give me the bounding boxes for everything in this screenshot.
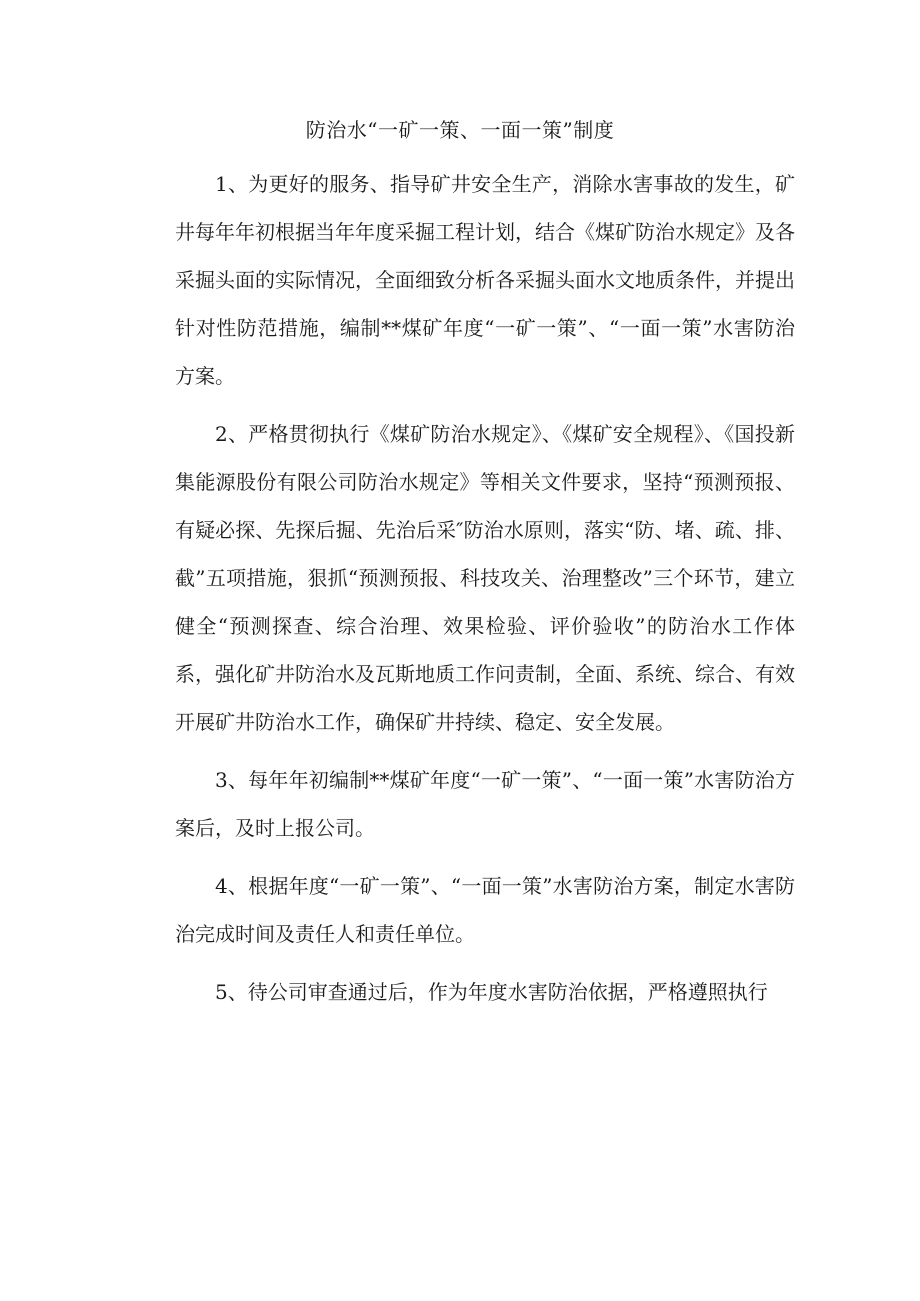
paragraph-4: 4、根据年度“一矿一策”、“一面一策”水害防治方案，制定水害防治完成时间及责任人和责任单位。 bbox=[175, 874, 795, 946]
paragraph-3: 3、每年年初编制**煤矿年度“一矿一策”、“一面一策”水害防治方案后，及时上报公司。 bbox=[175, 768, 795, 840]
paragraph-1: 1、为更好的服务、指导矿井安全生产，消除水害事故的发生，矿井每年年初根据当年年度采掘工程计划，结合《煤矿防治水规定》及各采掘头面的实际情况，全面细致分析各采掘头面水文地质条件，并提出针对性防范措施，编制**煤矿年度“一矿一策”、“一面一策”水害防治方案。 bbox=[175, 172, 795, 388]
paragraph-2: 2、严格贯彻执行《煤矿防治水规定》、《煤矿安全规程》、《国投新集能源股份有限公司防治水规定》等相关文件要求，坚持“预测预报、有疑必探、先探后掘、先治后采″防治水原则，落实“防、堵、疏、排、截”五项措施，狠抓“预测预报、科技攻关、治理整改”三个环节，建立健全“预测探查、综合治理、效果检验、评价验收”的防治水工作体系，强化矿井防治水及瓦斯地质工作问责制，全面、系统、综合、有效开展矿井防治水工作，确保矿井持续、稳定、安全发展。 bbox=[175, 422, 795, 734]
paragraph-5: 5、待公司审查通过后，作为年度水害防治依据，严格遵照执行 bbox=[215, 980, 768, 1004]
document-body bbox=[175, 160, 795, 1026]
document-title: 防治水“一矿一策、一面一策”制度 bbox=[305, 118, 615, 142]
